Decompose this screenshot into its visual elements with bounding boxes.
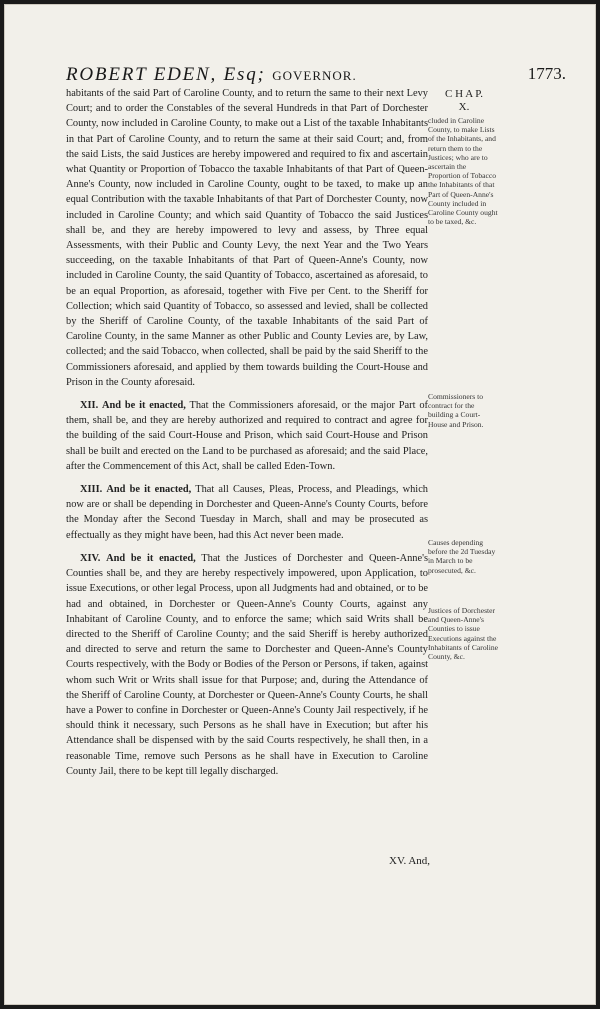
running-header (66, 64, 566, 86)
section-12-text: That the Commissioners aforesaid, or the major Part of them, shall be, and they are hereby authorized and required to contract and agree for the building of the said Court-House and Prison, which said Court-House and Prison shall be built and erected on the Land to be purchased as aforesaid; and the said Place, after the Commencement of this Act, shall be called Eden-Town. (66, 400, 428, 472)
section-13-enact: And be it enacted, (106, 484, 192, 496)
marginal-note-1: cluded in Caroline County, to make Lists of the Inhabitants, and return them to the Justices; who are to ascertain the Proportion of Tobacco the Inhabitants of that Part of Queen-Anne's County included in Caroline County ought to be taxed, &c. (428, 116, 498, 227)
catchword: XV. And, (389, 855, 431, 867)
section-14-enact: And be it enacted, (106, 552, 196, 564)
section-12 (66, 398, 428, 474)
page-number: 1773. (527, 64, 566, 83)
section-14 (66, 551, 428, 779)
marginal-note-2: Commissioners to contract for the building a Court-House and Prison. (428, 392, 484, 429)
document-page (4, 4, 596, 1005)
section-13-text: That all Causes, Pleas, Process, and Pleadings, which now are or shall be depending in Dorchester and Queen-Anne's County Courts, before the Monday after the Second Tuesday in March, shall and may be prosecuted as effectually as they might have been, had this Act never been made. (66, 484, 428, 541)
governor-name: ROBERT EDEN, (66, 64, 218, 85)
main-text (66, 86, 428, 779)
governor-title: GOVERNOR. (272, 68, 357, 83)
marginal-note-4: Justices of Dorchester and Queen-Anne's Counties to issue Executions against the Inhabitants of Caroline County, &c. (428, 606, 499, 662)
esquire-title: Esq; (223, 64, 266, 85)
paragraph-continuation: habitants of the said Part of Caroline County, and to return the same to their next Levy Court; and to order the Constables of the several Hundreds in that Part of Dorchester County, now included in Caroline County, to make out a List of the taxable Inhabitants in that Part of Caroline County, and to return the same at their said Court; and, from the said Lists, the said Justices are hereby impowered and required to fix and ascertain what Quantity or Proportion of Tobacco the taxable Inhabitants of that Part of Queen-Anne's County, now included in Caroline County, ought to be taxed, to make up an equal Contribution with the taxable Inhabitants of that Part of Dorchester County, now included in Caroline County; and which said Quantity of Tobacco the said Justices shall be, and they are hereby impowered to levy and assess, by Three equal Assessments, with their Public and County Levy, the next Year and the Two Years succeeding, on the taxable Inhabitants of that Part of Queen-Anne's County, now included in Caroline County, the said Quantity of Tobacco, ascertained as aforesaid, to be an equal Proportion, as aforesaid, together with Five per Cent. to the Sheriff for Collection; which said Quantity of Tobacco, so assessed and levied, shall be collected by the Sheriff of Caroline County, of the taxable Inhabitants of the said Part of Caroline County, in the same Manner as other Public and County Levies are, by Law, collected; and the said Tobacco, when collected, shall be paid by the said Sheriff to the Commissioners aforesaid, and applied by them towards building the Court-House and Prison in the County aforesaid. (66, 88, 428, 388)
section-13-number: XIII. (80, 484, 103, 496)
section-12-number: XII. (80, 400, 99, 412)
chapter-label: C H A P. X. (445, 88, 483, 113)
section-13 (66, 482, 428, 543)
marginal-note-3: Causes depending before the 2d Tuesday in March to be prosecuted, &c. (428, 538, 496, 575)
section-12-enact: And be it enacted, (102, 400, 186, 412)
running-title (66, 64, 357, 86)
section-14-number: XIV. (80, 552, 101, 564)
section-14-text: That the Justices of Dorchester and Queen-Anne's Counties shall be, and they are hereby respectively impowered, upon Application, to issue Executions, or other legal Process, upon all Judgments had and obtained, or to be had and obtained, in Dorchester or Queen-Anne's County Courts, against any Inhabitant of Caroline County, and to enforce the same; which said Writs shall be directed to the Sheriff of Caroline County; and the said Sheriff is hereby authorized and directed to serve and return the same to Dorchester and Queen-Anne's County Courts respectively, with the Body or Bodies of the Person or Persons, if taken, against whom such Writ or Writs shall issue for that Purpose; and, during the Attendance of the Sheriff of Caroline County, at Dorchester or Queen-Anne's County Courts, he shall have a Power to confine in Dorchester or Queen-Anne's County Jail respectively, if he should think it necessary, such Persons as he shall have in Execution; but after his Attendance shall be dispensed with by the said Courts respectively, he shall then, in a reasonable Time, remove such Persons as he shall have in Execution to Caroline County Jail, there to be kept till legally discharged. (66, 552, 428, 777)
